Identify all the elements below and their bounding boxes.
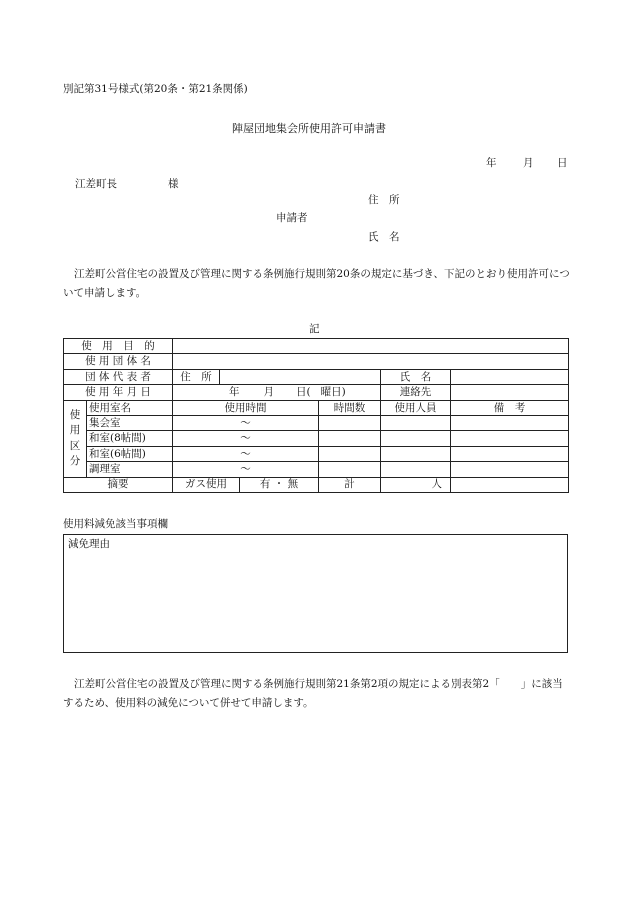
group-name-row (64, 354, 569, 369)
usage-month-label: 月 (263, 386, 274, 399)
table-row (64, 446, 569, 461)
hours-value[interactable] (319, 415, 381, 430)
table-row (64, 431, 569, 446)
persons-unit: 人 (431, 478, 442, 491)
usage-day-label: 日( (296, 386, 311, 399)
form-number: 別記第31号様式(第20条・第21条関係) (63, 83, 248, 95)
persons-value[interactable] (381, 446, 451, 461)
hours-header: 時間数 (319, 400, 381, 415)
remarks-header: 備 考 (451, 400, 569, 415)
addressee-name: 江差町長 (75, 178, 117, 190)
total-label: 計 (319, 477, 381, 492)
exemption-reason-label: 減免理由 (68, 538, 110, 550)
purpose-value[interactable] (173, 339, 569, 354)
contact-value[interactable] (451, 385, 569, 400)
group-name-value[interactable] (173, 354, 569, 369)
rep-name-label: 氏 名 (381, 369, 451, 384)
room-name: 和室(8帖間) (87, 431, 173, 446)
purpose-label: 使 用 目 的 (64, 339, 173, 354)
application-table (63, 338, 569, 493)
usage-time[interactable]: ～ (173, 462, 319, 477)
exemption-reason-box[interactable] (63, 534, 568, 653)
contact-label: 連絡先 (381, 385, 451, 400)
usage-time[interactable]: ～ (173, 431, 319, 446)
addressee-suffix: 様 (168, 178, 179, 190)
remarks-value[interactable] (451, 462, 569, 477)
usage-date-row (64, 385, 569, 400)
room-name: 集会室 (87, 415, 173, 430)
persons-header: 使用人員 (381, 400, 451, 415)
usage-year-label: 年 (229, 386, 240, 399)
usage-date-value[interactable] (173, 385, 381, 400)
group-name-label: 使 用 団 体 名 (64, 354, 173, 369)
purpose-row (64, 339, 569, 354)
usage-date-label: 使 用 年 月 日 (64, 385, 173, 400)
table-row (64, 462, 569, 477)
rep-address-label: 住 所 (173, 369, 220, 384)
hours-value[interactable] (319, 431, 381, 446)
room-name-header: 使用室名 (87, 400, 173, 415)
summary-remarks[interactable] (451, 477, 569, 492)
rep-name-value[interactable] (451, 369, 569, 384)
room-name: 和室(6帖間) (87, 446, 173, 461)
closing-paragraph: 江差町公営住宅の設置及び管理に関する条例施行規則第21条第2項の規定による別表第2「 」に該当するため、使用料の減免について併せて申請します。 (63, 678, 563, 709)
remarks-value[interactable] (451, 446, 569, 461)
remarks-value[interactable] (451, 415, 569, 430)
room-header-row (64, 400, 569, 415)
gas-usage-choice[interactable]: 有 ・ 無 (240, 477, 319, 492)
persons-value[interactable] (381, 431, 451, 446)
representative-label: 団 体 代 表 者 (64, 369, 173, 384)
persons-value[interactable] (381, 462, 451, 477)
date-month-label: 月 (523, 157, 534, 169)
total-persons[interactable] (381, 477, 451, 492)
persons-value[interactable] (381, 415, 451, 430)
usage-weekday-label: 曜日) (320, 386, 346, 399)
hours-value[interactable] (319, 446, 381, 461)
table-row (64, 415, 569, 430)
date-year-label: 年 (486, 157, 497, 169)
exemption-section-title: 使用料減免該当事項欄 (63, 518, 168, 530)
hours-value[interactable] (319, 462, 381, 477)
applicant-name-label: 氏 名 (368, 231, 400, 243)
usage-division-label: 使 用 区 分 (64, 400, 87, 477)
ki-label: 記 (309, 323, 320, 335)
intro-paragraph: 江差町公営住宅の設置及び管理に関する条例施行規則第20条の規定に基づき、下記のとおり使用許可について申請します。 (63, 268, 570, 299)
document-title: 陣屋団地集会所使用許可申請書 (232, 122, 386, 135)
usage-time-header: 使用時間 (173, 400, 319, 415)
usage-time[interactable]: ～ (173, 446, 319, 461)
summary-label: 摘要 (64, 477, 173, 492)
remarks-value[interactable] (451, 431, 569, 446)
applicant-label: 申請者 (276, 212, 308, 224)
summary-row (64, 477, 569, 492)
usage-time[interactable]: ～ (173, 415, 319, 430)
applicant-address-label: 住 所 (368, 194, 400, 206)
representative-row (64, 369, 569, 384)
gas-usage-label: ガス使用 (173, 477, 240, 492)
room-name: 調理室 (87, 462, 173, 477)
rep-address-value[interactable] (220, 369, 381, 384)
date-day-label: 日 (557, 157, 568, 169)
